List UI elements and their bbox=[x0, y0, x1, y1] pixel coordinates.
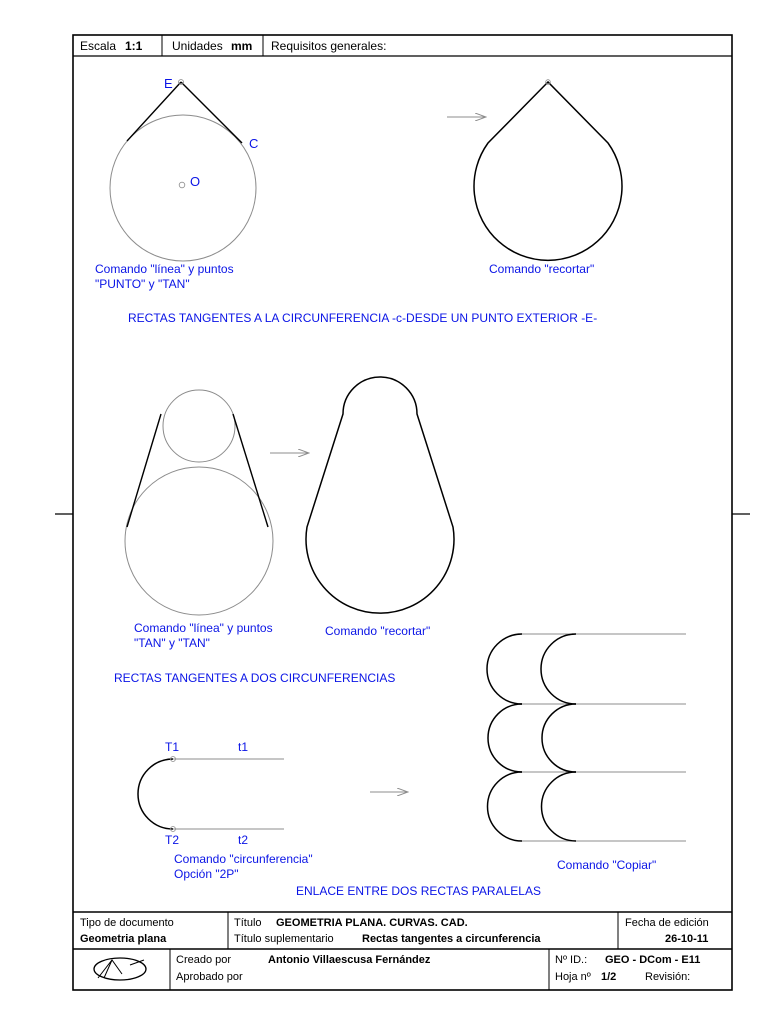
titulo-value: GEOMETRIA PLANA. CURVAS. CAD. bbox=[276, 917, 468, 929]
unidades-label: Unidades bbox=[172, 39, 223, 53]
section1-construction bbox=[110, 80, 259, 262]
id-value: GEO - DCom - E11 bbox=[605, 954, 701, 966]
s2-caption-right: Comando "recortar" bbox=[325, 624, 431, 638]
escala-value: 1:1 bbox=[125, 39, 143, 53]
revision-label: Revisión: bbox=[645, 971, 691, 983]
line-t1-label: t1 bbox=[238, 740, 249, 754]
point-o-marker bbox=[179, 182, 185, 188]
s2-title: RECTAS TANGENTES A DOS CIRCUNFERENCIAS bbox=[114, 671, 396, 685]
hoja-value: 1/2 bbox=[601, 971, 617, 983]
point-c-label: C bbox=[249, 136, 259, 151]
tipo-documento-label: Tipo de documento bbox=[80, 917, 174, 929]
id-label: Nº ID.: bbox=[555, 954, 588, 966]
point-e-label: E bbox=[164, 76, 173, 91]
s2-caption-left-1: Comando "línea" y puntos bbox=[134, 621, 273, 635]
titulo-sup-value: Rectas tangentes a circunferencia bbox=[362, 933, 541, 945]
unidades-value: mm bbox=[231, 39, 253, 53]
tipo-documento-value: Geometria plana bbox=[80, 933, 167, 945]
line-t2-label: t2 bbox=[238, 833, 249, 847]
point-t1-label: T1 bbox=[165, 740, 180, 754]
s3-caption-left-1: Comando "circunferencia" bbox=[174, 852, 313, 866]
tangent-left bbox=[127, 414, 161, 527]
s1-caption-right: Comando "recortar" bbox=[489, 262, 595, 276]
s1-caption-left-1: Comando "línea" y puntos bbox=[95, 262, 234, 276]
point-t2-label: T2 bbox=[165, 833, 180, 847]
s2-caption-left-2: "TAN" y "TAN" bbox=[134, 636, 210, 650]
section1-result bbox=[474, 80, 622, 261]
s3-caption-left-2: Opción "2P" bbox=[174, 867, 239, 881]
section2-construction bbox=[125, 390, 273, 615]
hoja-label: Hoja nº bbox=[555, 971, 591, 983]
titulo-sup-label: Título suplementario bbox=[234, 933, 334, 945]
tangent-right bbox=[233, 414, 268, 527]
section3-construction bbox=[138, 757, 284, 832]
copied-blends bbox=[487, 634, 686, 841]
s3-caption-right: Comando "Copiar" bbox=[557, 858, 657, 872]
blend-arc bbox=[138, 759, 173, 829]
point-o-label: O bbox=[190, 174, 201, 189]
s1-title: RECTAS TANGENTES A LA CIRCUNFERENCIA -c-DESDE UN PUNTO EXTERIOR -E- bbox=[128, 311, 598, 325]
escala-label: Escala bbox=[80, 39, 117, 53]
requisitos-label: Requisitos generales: bbox=[271, 39, 387, 53]
tangent-e-right bbox=[181, 82, 242, 143]
teardrop-outline bbox=[474, 82, 622, 260]
small-circle bbox=[163, 390, 235, 462]
logo bbox=[94, 958, 146, 980]
fecha-label: Fecha de edición bbox=[625, 917, 709, 929]
titulo-label: Título bbox=[234, 917, 262, 929]
aprobado-label: Aprobado por bbox=[176, 971, 243, 983]
s1-caption-left-2: "PUNTO" y "TAN" bbox=[95, 277, 190, 291]
pear-outline bbox=[306, 377, 454, 613]
fecha-value: 26-10-11 bbox=[665, 933, 709, 945]
creado-label: Creado por bbox=[176, 954, 232, 966]
large-circle bbox=[125, 467, 273, 615]
creado-value: Antonio Villaescusa Fernández bbox=[268, 954, 431, 966]
s3-title: ENLACE ENTRE DOS RECTAS PARALELAS bbox=[296, 884, 541, 898]
